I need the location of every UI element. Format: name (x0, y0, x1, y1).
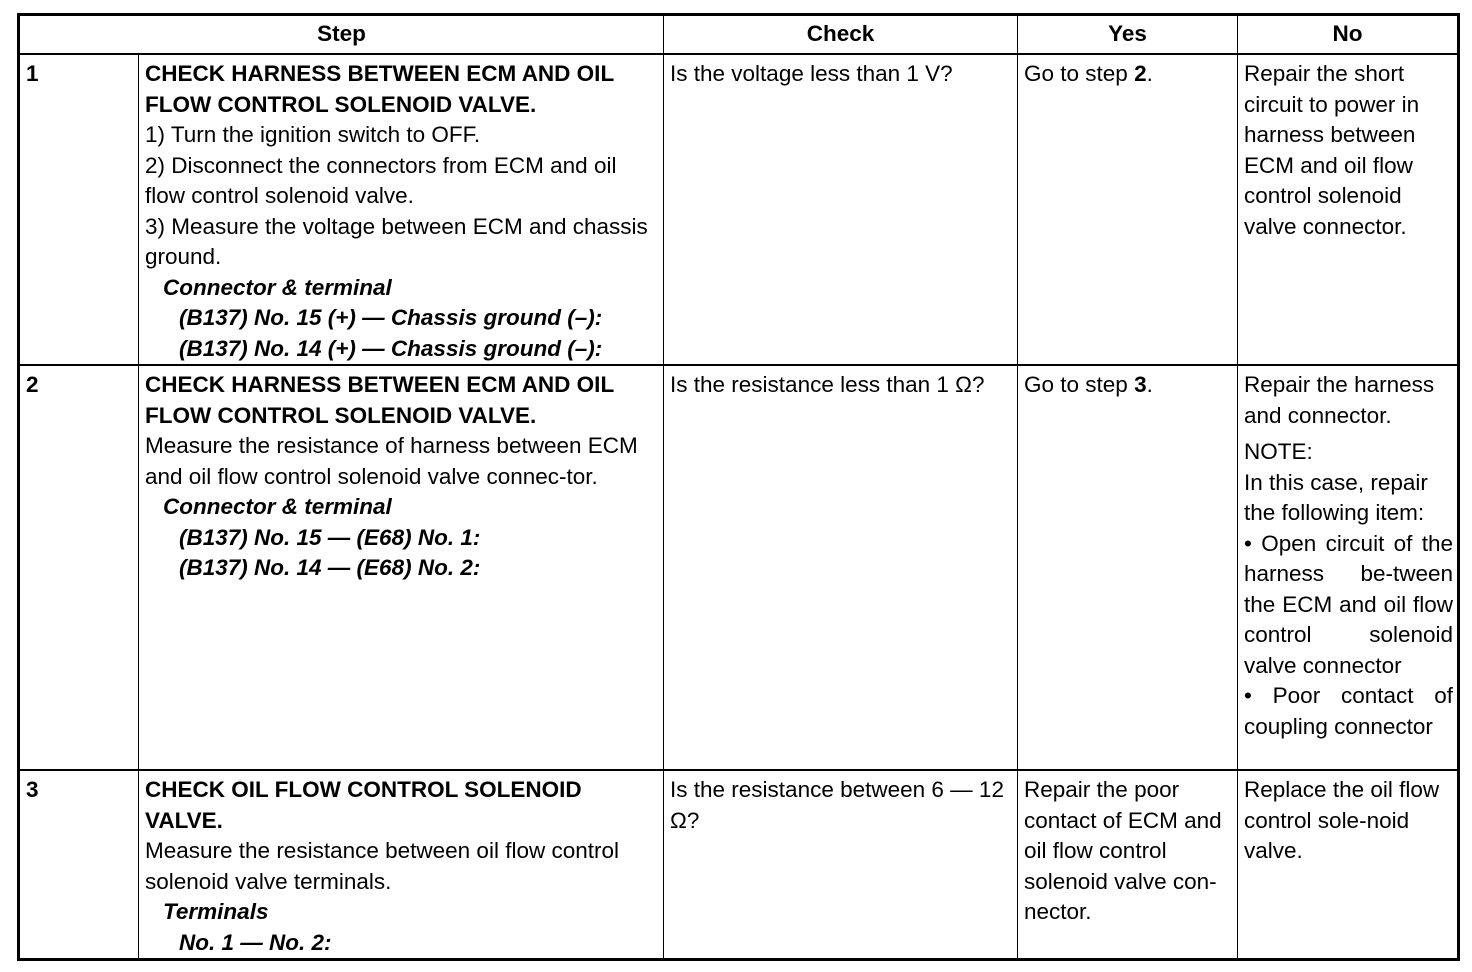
step-line: 1) Turn the ignition switch to OFF. (145, 122, 481, 147)
no-cell: Repair the short circuit to power in harness between ECM and oil flow control solenoid valve connector. (1238, 54, 1459, 365)
step-text: Measure the resistance of harness between ECM and oil flow control solenoid valve connec-tor. (145, 433, 638, 489)
step-line: 2) Disconnect the connectors from ECM and oil flow control solenoid valve. (145, 152, 617, 208)
step-description (139, 365, 664, 770)
yes-suffix: . (1146, 372, 1153, 397)
note-text: In this case, repair the following item: (1244, 469, 1428, 525)
connector-terminal-label: Connector & terminal (163, 494, 392, 519)
check-cell: Is the resistance between 6 — 12 Ω? (664, 770, 1018, 960)
step-title: CHECK HARNESS BETWEEN ECM AND OIL FLOW CONTROL SOLENOID VALVE. (145, 61, 614, 117)
connector-terminal-label: Connector & terminal (163, 274, 392, 300)
connector-terminal-item: (B137) No. 15 (+) — Chassis ground (–): (179, 305, 603, 330)
table-row (19, 54, 1459, 365)
header-yes: Yes (1018, 15, 1238, 55)
table-row (19, 770, 1459, 960)
yes-prefix: Go to step (1024, 61, 1135, 86)
connector-terminal-item: (B137) No. 14 (+) — Chassis ground (–): (179, 335, 603, 361)
terminals-item: No. 1 — No. 2: (179, 929, 332, 955)
connector-terminal-item: (B137) No. 15 — (E68) No. 1: (179, 524, 481, 550)
connector-terminal-item: (B137) No. 14 — (E68) No. 2: (179, 555, 481, 580)
no-main: Repair the harness and connector. (1244, 372, 1435, 428)
yes-step-number: 2 (1134, 61, 1147, 86)
yes-prefix: Go to step (1024, 372, 1135, 397)
step-number: 3 (19, 770, 139, 960)
note-label: NOTE: (1244, 439, 1313, 464)
no-cell (1238, 365, 1459, 770)
yes-suffix: . (1146, 61, 1153, 86)
header-row (19, 15, 1459, 55)
step-description (139, 770, 664, 960)
step-number: 1 (19, 54, 139, 365)
header-step: Step (19, 15, 664, 55)
step-text: Measure the resistance between oil flow control solenoid valve terminals. (145, 838, 619, 894)
step-line: 3) Measure the voltage between ECM and chassis ground. (145, 213, 648, 269)
note-bullet: • Poor contact of coupling connector (1244, 683, 1454, 739)
step-description (139, 54, 664, 365)
step-title: CHECK OIL FLOW CONTROL SOLENOID VALVE. (145, 777, 582, 833)
step-number: 2 (19, 365, 139, 770)
terminals-label: Terminals (163, 899, 269, 924)
note-bullet: • Open circuit of the harness be-tween the ECM and oil flow control solenoid valve connector (1244, 530, 1454, 678)
table-row (19, 365, 1459, 770)
yes-step-number: 3 (1134, 372, 1147, 397)
check-cell: Is the voltage less than 1 V? (664, 54, 1018, 365)
check-cell: Is the resistance less than 1 Ω? (664, 365, 1018, 770)
yes-cell (1018, 365, 1238, 770)
header-no: No (1238, 15, 1459, 55)
yes-cell: Repair the poor contact of ECM and oil flow control solenoid valve con-nector. (1018, 770, 1238, 960)
no-cell: Replace the oil flow control sole-noid valve. (1238, 770, 1459, 960)
diagnostic-table (17, 13, 1460, 961)
header-check: Check (664, 15, 1018, 55)
step-title: CHECK HARNESS BETWEEN ECM AND OIL FLOW CONTROL SOLENOID VALVE. (145, 372, 614, 428)
yes-cell (1018, 54, 1238, 365)
